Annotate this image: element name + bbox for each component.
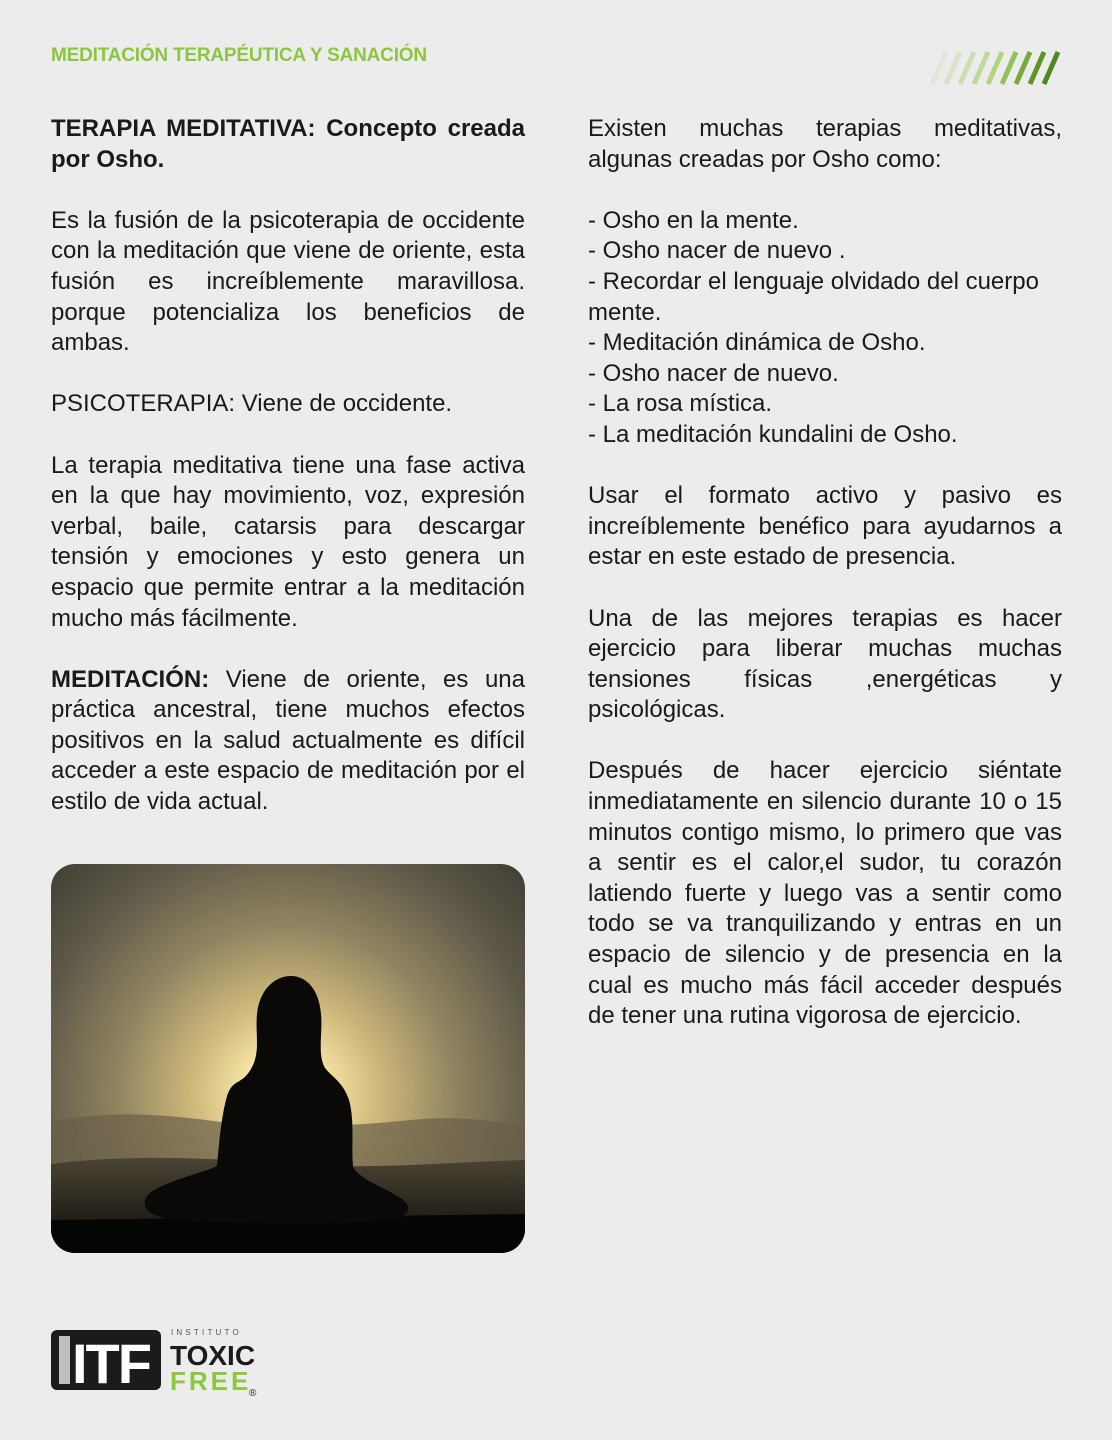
- left-column: [51, 114, 525, 848]
- logo-mark: ITF: [72, 1332, 150, 1395]
- logo-reg: ®: [249, 1388, 257, 1399]
- logo-line2: FREE: [170, 1366, 252, 1396]
- list-item: - Osho nacer de nuevo .: [588, 237, 846, 265]
- list-item: - Recordar el lenguaje olvidado del cuerpo mente.: [588, 267, 1039, 326]
- paragraph-fase-activa: La terapia meditativa tiene una fase activa en la que hay movimiento, voz, expresión verbal, baile, catarsis para descargar tensión y emociones y esto genera un espacio que permite entrar a la meditación mucho más fácilmente.: [51, 451, 525, 632]
- list-item: - Osho nacer de nuevo.: [588, 359, 839, 387]
- list-item: - Meditación dinámica de Osho.: [588, 329, 926, 357]
- meditacion-text: Viene de oriente, es una práctica ancestral, tiene muchos efectos positivos en la salud actualmente es difícil acceder a este espacio de meditación por el estilo de vida actual.: [51, 665, 525, 816]
- paragraph-meditacion: [51, 665, 525, 818]
- paragraph-psicoterapia: PSICOTERAPIA: Viene de occidente.: [51, 390, 453, 418]
- list-item: - La rosa mística.: [588, 390, 773, 418]
- logo-line1: TOXIC: [170, 1340, 256, 1371]
- therapy-list: [588, 206, 1062, 451]
- right-column: [588, 114, 1062, 1062]
- paragraph-ejercicio: Una de las mejores terapias es hacer ejercicio para liberar muchas muchas tensiones físicas ,energéticas y psicológicas.: [588, 604, 1062, 724]
- itf-logo: [51, 1328, 266, 1400]
- meditation-silhouette-photo: [51, 864, 525, 1253]
- page-header-title: MEDITACIÓN TERAPÉUTICA Y SANACIÓN: [51, 45, 427, 66]
- decorative-stripes-icon: [922, 48, 1064, 88]
- paragraph-intro: Existen muchas terapias meditativas, algunas creadas por Osho como:: [588, 115, 1062, 173]
- paragraph-despues: Después de hacer ejercicio siéntate inmediatamente en silencio durante 10 o 15 minutos contigo mismo, lo primero que vas a sentir es el calor,el sudor, tu corazón latiendo fuerte y luego vas a sentir como todo se va tranquilizando y entras en un espacio de silencio y de presencia en la cual es mucho más fácil acceder después de tener una rutina vigorosa de ejercicio.: [588, 757, 1062, 1030]
- paragraph-fusion: Es la fusión de la psicoterapia de occidente con la meditación que viene de oriente, esta fusión es increíblemente maravillosa. porque potencializa los beneficios de ambas.: [51, 206, 525, 357]
- meditacion-label: MEDITACIÓN:: [51, 665, 210, 693]
- paragraph-formato: Usar el formato activo y pasivo es increíblemente benéfico para ayudarnos a estar en este estado de presencia.: [588, 482, 1062, 571]
- logo-small: INSTITUTO: [171, 1328, 242, 1337]
- section-heading: TERAPIA MEDITATIVA: Concepto creada por Osho.: [51, 115, 525, 173]
- list-item: - La meditación kundalini de Osho.: [588, 420, 958, 448]
- list-item: - Osho en la mente.: [588, 206, 799, 234]
